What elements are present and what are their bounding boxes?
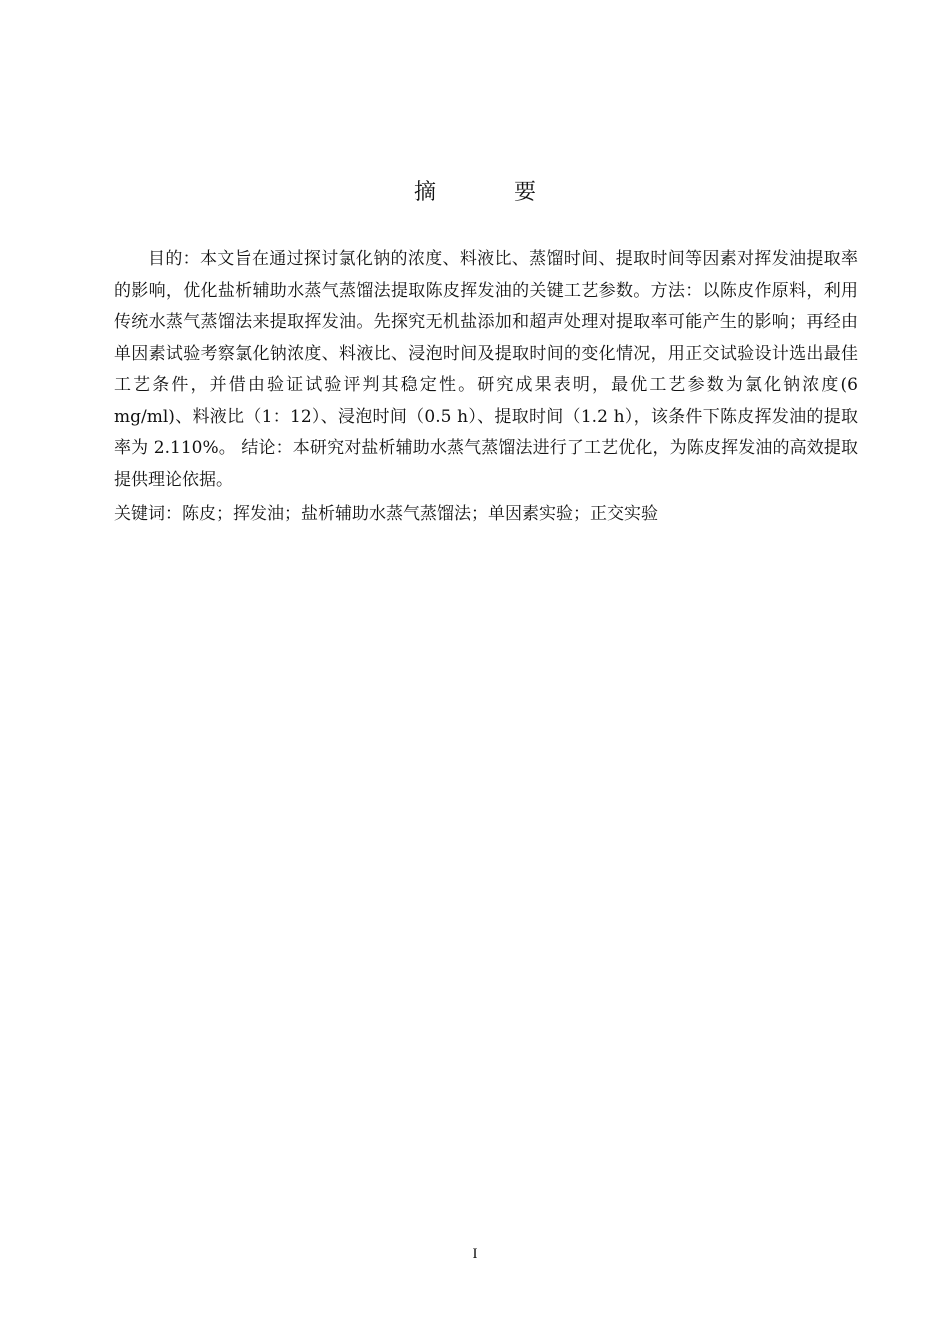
keywords-label: 关键词： — [114, 504, 182, 524]
keywords-line — [114, 500, 858, 528]
abstract-title: 摘 要 — [413, 180, 564, 205]
abstract-paragraph: 目的：本文旨在通过探讨氯化钠的浓度、料液比、蒸馏时间、提取时间等因素对挥发油提取率的影响，优化盐析辅助水蒸气蒸馏法提取陈皮挥发油的关键工艺参数。方法：以陈皮作原料，利用传统水蒸气蒸馏法来提取挥发油。先探究无机盐添加和超声处理对提取率可能产生的影响；再经由单因素试验考察氯化钠浓度、料液比、浸泡时间及提取时间的变化情况，用正交试验设计选出最佳工艺条件，并借由验证试验评判其稳定性。研究成果表明，最优工艺参数为氯化钠浓度(6 mg/ml)、料液比（1：12）、浸泡时间（0.5 h）、提取时间（1.2 h），该条件下陈皮挥发油的提取率为 2.110%。 结论：本研究对盐析辅助水蒸气蒸馏法进行了工艺优化，为陈皮挥发油的高效提取提供理论依据。 — [114, 249, 858, 490]
keywords-text: 陈皮；挥发油；盐析辅助水蒸气蒸馏法；单因素实验；正交实验 — [182, 504, 658, 524]
page-number: I — [472, 1246, 478, 1262]
